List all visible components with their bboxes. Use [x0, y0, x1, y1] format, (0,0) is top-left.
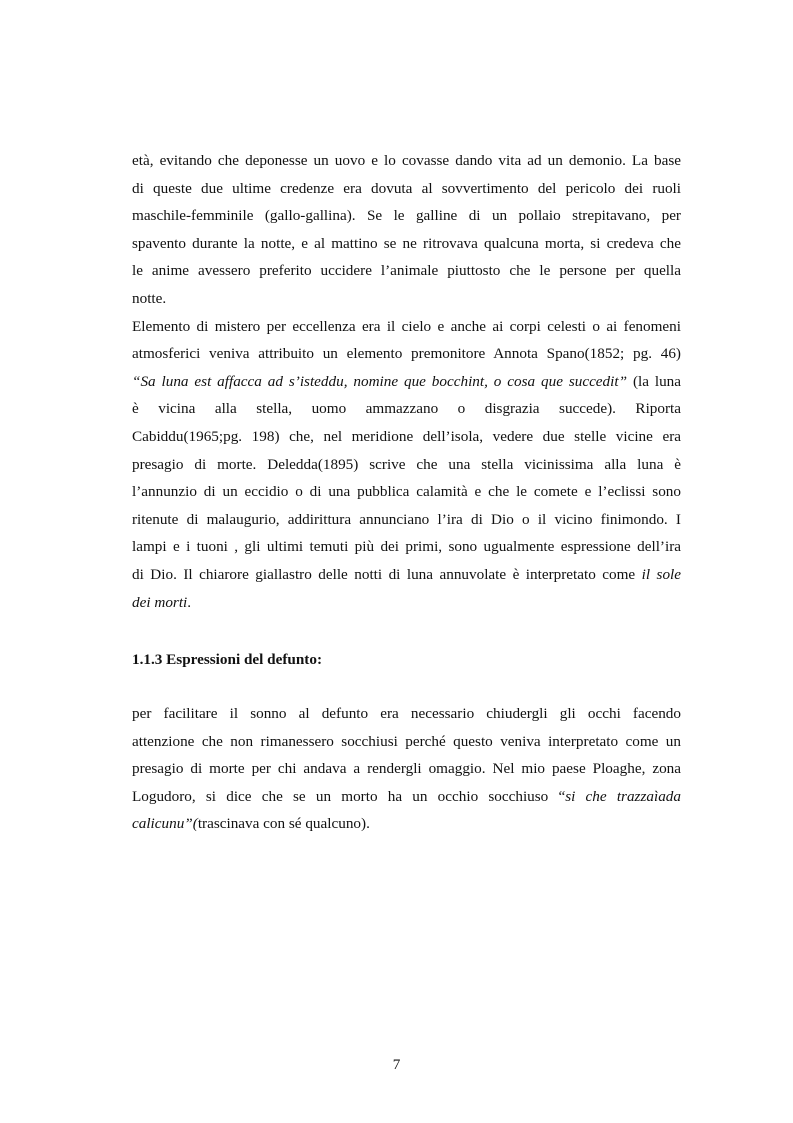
italic-span: calicunu”(: [132, 815, 198, 833]
page-number: 7: [392, 1056, 401, 1073]
text-line: per facilitare il sonno al defunto era necessario chiudergli gli occhi facendo: [132, 705, 681, 722]
text-line: Cabiddu(1965;pg. 198) che, nel meridione dell’isola, vedere due stelle vicine era: [132, 427, 681, 445]
text-line: Elemento di mistero per eccellenza era il cielo e anche ai corpi celesti o ai fenomeni: [132, 317, 681, 335]
section-heading: 1.1.3 Espressioni del defunto:: [132, 651, 323, 668]
text-line: [132, 783, 681, 811]
text-line: è vicina alla stella, uomo ammazzano o disgrazia succede). Riporta: [132, 400, 681, 418]
text-line: [132, 589, 681, 617]
text-line: presagio di morte per chi andava a rendergli omaggio. Nel mio paese Ploaghe, zona: [132, 760, 681, 778]
text-span: di Dio. Il chiarore giallastro delle notti di luna annuvolate è interpretato come: [132, 565, 642, 583]
text-span: Logudoro, si dice che se un morto ha un occhio socchiuso “: [132, 787, 566, 805]
quote-italic: “Sa luna est affacca ad s’isteddu, nomine que bocchint, o cosa que succedit”: [132, 372, 628, 390]
text-line: le anime avessero preferito uccidere l’animale piuttosto che le persone per quella: [132, 262, 681, 280]
text-span: .: [187, 593, 192, 611]
text-line: età, evitando che deponesse un uovo e lo covasse dando vita ad un demonio. La base: [132, 152, 681, 169]
body-text-block-2: [132, 700, 681, 838]
text-line: ritenute di malaugurio, addirittura annunciano l’ira di Dio o il vicino finimondo. I: [132, 510, 681, 528]
text-line: [132, 810, 681, 838]
body-text-block-1: [132, 147, 681, 616]
text-line: l’annunzio di un eccidio o di una pubblica calamità e che le comete e l’eclissi sono: [132, 483, 681, 501]
text-line: spavento durante la notte, e al mattino se ne ritrovava qualcuna morta, si credeva che: [132, 234, 681, 252]
text-span: (la luna: [627, 372, 681, 390]
text-line: presagio di morte. Deledda(1895) scrive che una stella vicinissima alla luna è: [132, 455, 681, 473]
text-line: maschile-femminile (gallo-gallina). Se le galline di un pollaio strepitavano, per: [132, 207, 681, 225]
text-span: trascinava con sé qualcuno).: [197, 815, 370, 833]
text-line: atmosferici veniva attribuito un elemento premonitore Annota Spano(1852; pg. 46): [132, 345, 681, 363]
italic-span: dei morti: [132, 593, 188, 611]
text-line: di queste due ultime credenze era dovuta al sovvertimento del pericolo dei ruoli: [132, 179, 681, 197]
text-line: attenzione che non rimanessero socchiusi perché questo veniva interpretato come un: [132, 732, 681, 750]
text-line: [132, 368, 681, 396]
text-line: notte.: [132, 289, 167, 307]
text-line: [132, 561, 681, 589]
italic-span: si che trazzaìada: [565, 787, 681, 805]
text-line: lampi e i tuoni , gli ultimi temuti più dei primi, sono ugualmente espressione dell’ira: [132, 538, 681, 556]
italic-span: il sole: [641, 565, 681, 583]
